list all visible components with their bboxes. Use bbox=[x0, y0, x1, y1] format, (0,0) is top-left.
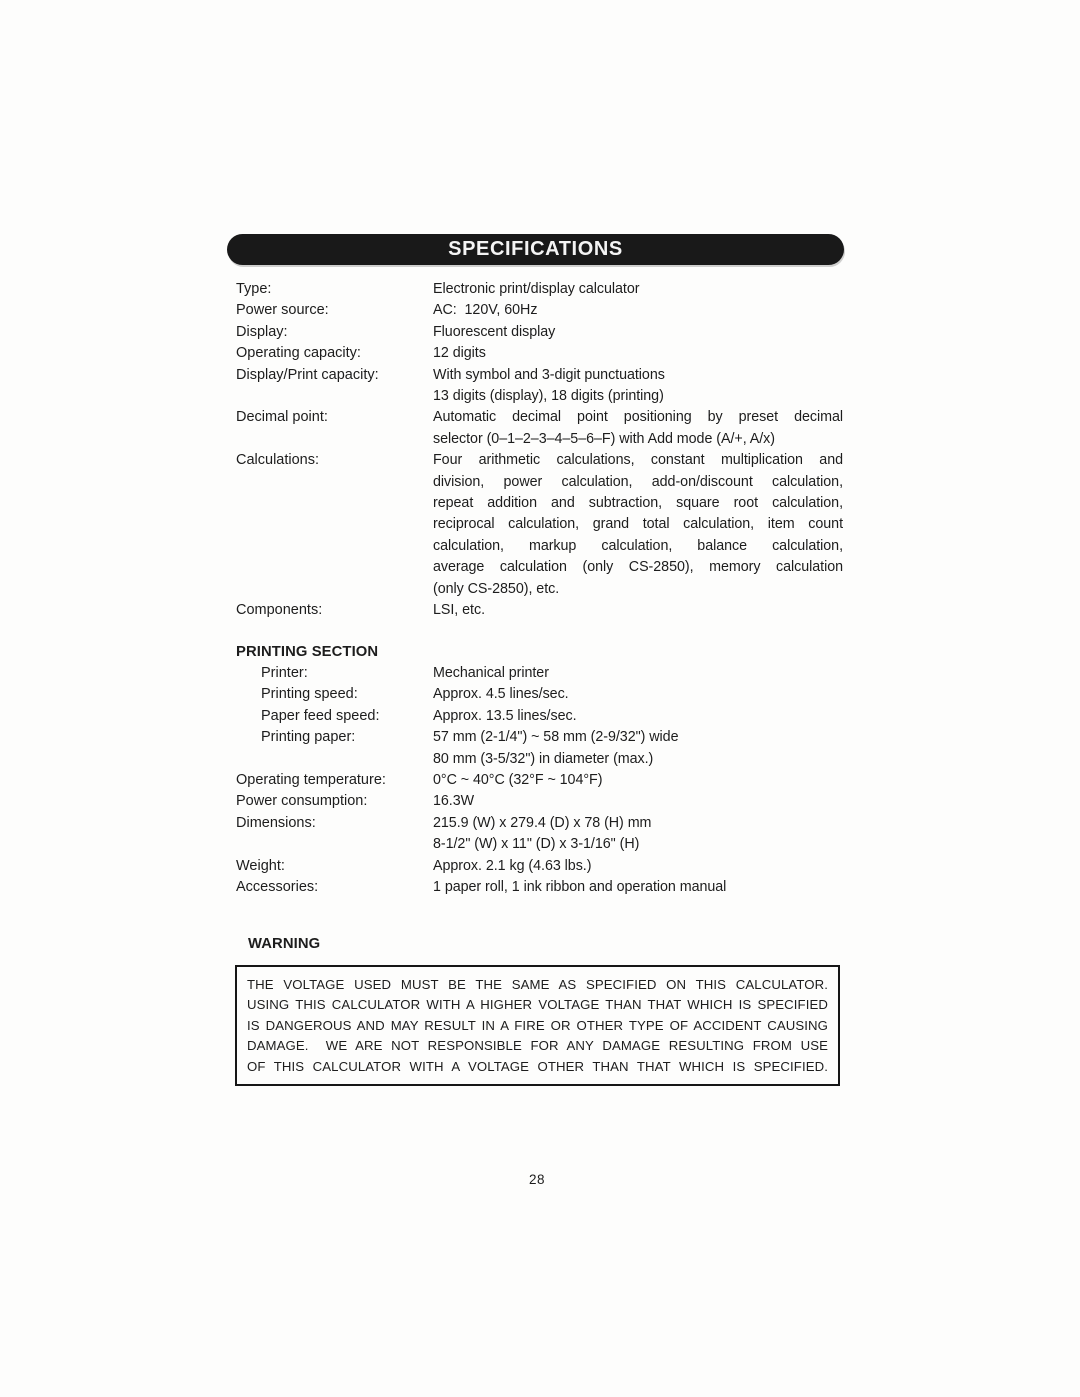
spec-value-line: AC: 120V, 60Hz bbox=[433, 302, 538, 319]
spec-value-line: 12 digits bbox=[433, 345, 486, 362]
spec-value bbox=[433, 450, 843, 600]
spec-label: Printing paper: bbox=[261, 729, 356, 746]
spec-value-line: 0°C ~ 40°C (32°F ~ 104°F) bbox=[433, 771, 603, 788]
warning-text-line: OF THIS CALCULATOR WITH A VOLTAGE OTHER THAN THAT WHICH IS SPECIFIED. bbox=[247, 1058, 828, 1074]
spec-value-line: (only CS-2850), etc. bbox=[433, 580, 560, 597]
spec-value-line: Approx. 2.1 kg (4.63 lbs.) bbox=[433, 857, 592, 874]
spec-value bbox=[433, 877, 843, 898]
spec-row bbox=[236, 279, 843, 300]
spec-value-line: 80 mm (3-5/32") in diameter (max.) bbox=[433, 750, 654, 767]
spec-value-line: calculation, markup calculation, balance calculation, bbox=[433, 537, 843, 554]
spec-row bbox=[236, 684, 843, 705]
spec-value bbox=[433, 770, 843, 791]
spec-value-line: repeat addition and subtraction, square root calculation, bbox=[433, 495, 843, 512]
spec-value bbox=[433, 791, 843, 812]
spec-value bbox=[433, 706, 843, 727]
section-header-lozenge bbox=[227, 234, 844, 265]
spec-row bbox=[236, 706, 843, 727]
spec-value-line: division, power calculation, add-on/discount calculation, bbox=[433, 473, 843, 490]
printing-specifications-list bbox=[236, 663, 843, 898]
spec-label: Operating temperature: bbox=[236, 771, 386, 788]
spec-label: Power consumption: bbox=[236, 793, 368, 810]
spec-row bbox=[236, 600, 843, 621]
spec-row bbox=[236, 300, 843, 321]
spec-value bbox=[433, 300, 843, 321]
printing-section-title: PRINTING SECTION bbox=[236, 643, 379, 660]
spec-row bbox=[236, 450, 843, 600]
spec-label: Accessories: bbox=[236, 878, 319, 895]
spec-value-line: Approx. 13.5 lines/sec. bbox=[433, 707, 577, 724]
spec-row bbox=[236, 365, 843, 408]
spec-value bbox=[433, 684, 843, 705]
spec-row bbox=[236, 877, 843, 898]
spec-value-line: 1 paper roll, 1 ink ribbon and operation manual bbox=[433, 878, 727, 895]
spec-value-line: 57 mm (2-1/4") ~ 58 mm (2-9/32") wide bbox=[433, 729, 679, 746]
spec-value bbox=[433, 663, 843, 684]
spec-label: Operating capacity: bbox=[236, 345, 361, 362]
spec-value bbox=[433, 322, 843, 343]
page-number: 28 bbox=[528, 1172, 546, 1187]
spec-row bbox=[236, 727, 843, 770]
spec-value bbox=[433, 727, 843, 770]
spec-label: Paper feed speed: bbox=[261, 707, 380, 724]
spec-row bbox=[236, 791, 843, 812]
warning-box bbox=[235, 965, 840, 1087]
spec-row bbox=[236, 770, 843, 791]
spec-label: Components: bbox=[236, 602, 323, 619]
page-content bbox=[236, 279, 843, 1086]
spec-value bbox=[433, 407, 843, 450]
spec-value bbox=[433, 365, 843, 408]
spec-value bbox=[433, 600, 843, 621]
spec-value bbox=[433, 813, 843, 856]
spec-value-line: Four arithmetic calculations, constant multiplication and bbox=[433, 452, 843, 469]
spec-label: Decimal point: bbox=[236, 409, 328, 426]
spec-row bbox=[236, 343, 843, 364]
spec-label: Display/Print capacity: bbox=[236, 366, 379, 383]
warning-text-line: IS DANGEROUS AND MAY RESULT IN A FIRE OR OTHER TYPE OF ACCIDENT CAUSING bbox=[247, 1017, 828, 1033]
spec-label: Power source: bbox=[236, 302, 329, 319]
spec-label: Display: bbox=[236, 323, 288, 340]
spec-value-line: LSI, etc. bbox=[433, 602, 485, 619]
warning-text-line: DAMAGE. WE ARE NOT RESPONSIBLE FOR ANY DAMAGE RESULTING FROM USE bbox=[247, 1038, 828, 1054]
specifications-list bbox=[236, 279, 843, 622]
spec-value-line: average calculation (only CS-2850), memory calculation bbox=[433, 559, 843, 576]
spec-row bbox=[236, 322, 843, 343]
spec-value-line: selector (0–1–2–3–4–5–6–F) with Add mode (A/+, A/x) bbox=[433, 430, 775, 447]
spec-label: Type: bbox=[236, 281, 272, 297]
spec-value-line: 8-1/2" (W) x 11" (D) x 3-1/16" (H) bbox=[433, 836, 640, 853]
warning-text-line: THE VOLTAGE USED MUST BE THE SAME AS SPECIFIED ON THIS CALCULATOR. bbox=[247, 976, 828, 992]
spec-row bbox=[236, 663, 843, 684]
section-header-label: SPECIFICATIONS bbox=[448, 238, 623, 260]
spec-value bbox=[433, 856, 843, 877]
spec-label: Printing speed: bbox=[261, 686, 358, 703]
spec-value-line: Electronic print/display calculator bbox=[433, 281, 640, 297]
spec-label: Printer: bbox=[261, 664, 308, 681]
spec-label: Calculations: bbox=[236, 452, 320, 469]
spec-value-line: With symbol and 3-digit punctuations bbox=[433, 366, 665, 383]
spec-row bbox=[236, 856, 843, 877]
spec-value-line: 13 digits (display), 18 digits (printing) bbox=[433, 388, 664, 405]
spec-value-line: reciprocal calculation, grand total calculation, item count bbox=[433, 516, 843, 533]
spec-value-line: 215.9 (W) x 279.4 (D) x 78 (H) mm bbox=[433, 814, 652, 831]
spec-row bbox=[236, 813, 843, 856]
warning-text-line: USING THIS CALCULATOR WITH A HIGHER VOLTAGE THAN THAT WHICH IS SPECIFIED bbox=[247, 997, 828, 1013]
spec-value-line: Automatic decimal point positioning by preset decimal bbox=[433, 409, 843, 426]
spec-label: Weight: bbox=[236, 857, 285, 874]
spec-value-line: 16.3W bbox=[433, 793, 475, 810]
warning-title: WARNING bbox=[248, 936, 321, 953]
spec-row bbox=[236, 407, 843, 450]
spec-label: Dimensions: bbox=[236, 814, 316, 831]
spec-value-line: Fluorescent display bbox=[433, 323, 556, 340]
spec-value bbox=[433, 279, 843, 300]
spec-value bbox=[433, 343, 843, 364]
spec-value-line: Mechanical printer bbox=[433, 664, 549, 681]
spec-value-line: Approx. 4.5 lines/sec. bbox=[433, 686, 569, 703]
